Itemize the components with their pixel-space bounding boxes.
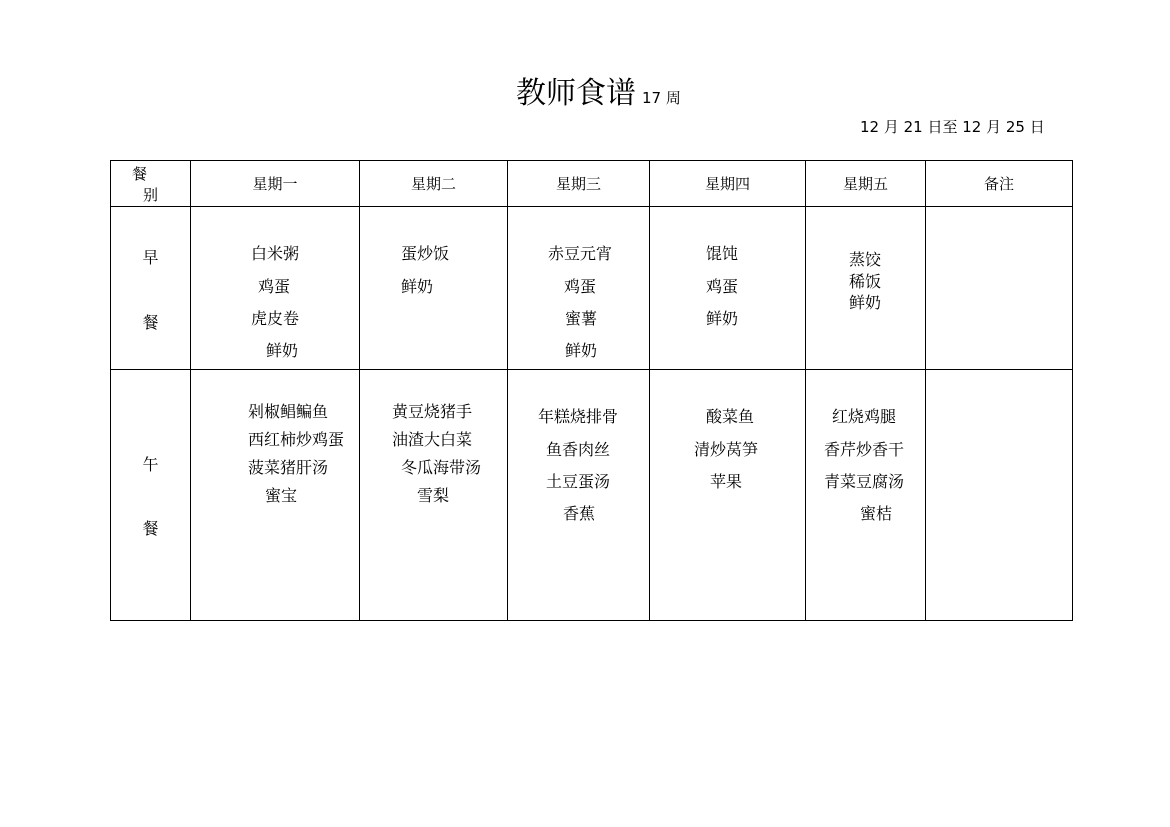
date-range: 12 月 21 日至 12 月 25 日 — [860, 118, 1045, 136]
dish: 蜜宝 — [265, 486, 298, 505]
breakfast-thursday — [650, 207, 806, 370]
dish: 菠菜猪肝汤 — [248, 458, 329, 477]
page-title — [516, 76, 681, 116]
meal-label-bottom: 餐 — [142, 313, 159, 332]
lunch-wednesday — [508, 370, 650, 621]
lunch-label-cell — [111, 370, 191, 621]
breakfast-label-cell — [111, 207, 191, 370]
column-header-notes: 备注 — [926, 161, 1073, 207]
dish: 蛋炒饭 — [401, 244, 450, 263]
dish: 蒸饺 — [849, 250, 882, 269]
column-header-meal: 餐 别 — [111, 161, 191, 207]
week-number: 17 周 — [642, 89, 681, 107]
dish: 鸡蛋 — [564, 277, 597, 296]
header-row — [111, 161, 1073, 207]
column-header-thursday: 星期四 — [650, 161, 806, 207]
menu-table — [110, 160, 1073, 621]
lunch-thursday — [650, 370, 806, 621]
dish: 年糕烧排骨 — [538, 407, 619, 426]
dish: 鸡蛋 — [258, 277, 291, 296]
dish: 白米粥 — [251, 244, 300, 263]
breakfast-notes — [926, 207, 1073, 370]
meal-label-bottom: 餐 — [142, 519, 159, 538]
dish: 鱼香肉丝 — [546, 440, 611, 459]
dish: 鲜奶 — [706, 309, 739, 328]
column-header-tuesday: 星期二 — [360, 161, 508, 207]
dish: 蜜桔 — [860, 504, 893, 523]
column-header-wednesday: 星期三 — [508, 161, 650, 207]
dish: 虎皮卷 — [251, 309, 300, 328]
dish: 鲜奶 — [401, 277, 434, 296]
dish: 土豆蛋汤 — [546, 472, 611, 491]
breakfast-monday — [191, 207, 360, 370]
dish: 鲜奶 — [565, 341, 598, 360]
dish: 西红柿炒鸡蛋 — [248, 430, 345, 449]
dish: 赤豆元宵 — [548, 244, 613, 263]
dish: 清炒莴笋 — [694, 440, 759, 459]
dish: 鲜奶 — [849, 293, 882, 312]
dish: 馄饨 — [706, 244, 739, 263]
title-text: 教师食谱 — [516, 76, 636, 111]
breakfast-friday — [806, 207, 926, 370]
dish: 雪梨 — [417, 486, 450, 505]
dish: 青菜豆腐汤 — [824, 472, 905, 491]
dish: 稀饭 — [849, 272, 882, 291]
lunch-tuesday — [360, 370, 508, 621]
column-header-friday: 星期五 — [806, 161, 926, 207]
dish: 红烧鸡腿 — [832, 407, 897, 426]
lunch-monday — [191, 370, 360, 621]
dish: 冬瓜海带汤 — [401, 458, 482, 477]
dish: 鲜奶 — [266, 341, 299, 360]
lunch-friday — [806, 370, 926, 621]
dish: 苹果 — [710, 472, 743, 491]
dish: 蜜薯 — [565, 309, 598, 328]
meal-label-top: 午 — [142, 455, 159, 474]
dish: 酸菜鱼 — [706, 407, 755, 426]
meal-label-top: 早 — [142, 248, 159, 267]
dish: 剁椒鲳鳊鱼 — [248, 402, 329, 421]
dish: 油渣大白菜 — [392, 430, 473, 449]
breakfast-row — [111, 207, 1073, 370]
breakfast-wednesday — [508, 207, 650, 370]
dish: 香蕉 — [563, 504, 596, 523]
dish: 鸡蛋 — [706, 277, 739, 296]
lunch-notes — [926, 370, 1073, 621]
breakfast-tuesday — [360, 207, 508, 370]
lunch-row — [111, 370, 1073, 621]
column-header-monday: 星期一 — [191, 161, 360, 207]
dish: 黄豆烧猪手 — [392, 402, 473, 421]
dish: 香芹炒香干 — [824, 440, 905, 459]
